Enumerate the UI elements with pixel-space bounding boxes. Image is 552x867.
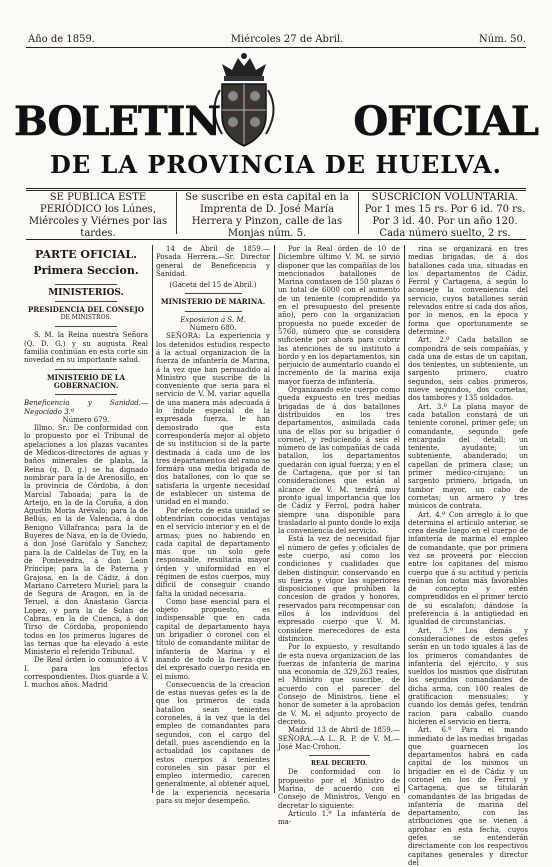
article-paragraph: Madrid 13 de Abril de 1859.— SEÑORA.—A L. R. P. de V. M.—José Mac-Crohon.: [278, 726, 400, 751]
price-line-3: Cada número suelto, 2 rs.: [379, 228, 511, 239]
column-divider-2: [274, 245, 275, 793]
divider: [185, 293, 242, 294]
divider: [55, 284, 117, 285]
divider: [55, 394, 117, 395]
article-paragraph: Por lo expuesto, y resultando de esta nueva organizacion de las fuerzas de infantería de marina una economía de 329,263 reales, el Ministro que suscribe, de acuerdo con el parecer del Consejo de Ministros, tiene el honor de someter á la aprobacion de V. M. el adjunto proyecto de decreto.: [278, 643, 400, 726]
column-2: [156, 245, 271, 805]
article-paragraph: Por la Real órden de 10 de Diciembre último V. M. se sirvió disponer que las compañías de los mencionados batallones de Marina constasen de 150 plazas ó un total de 6000 con el aumento de un teniente (comprendido ya en el presupuesto del presente año), pero con la organizacion propuesta no puede exceder de 5760, número que se considera suficiente por ahora para cubrir las atenciones de su instituto á bordo y en los departamentos, sin perjuicio de aumentarlo cuando el incremento de la marina exija mayor fuerza de infantería.: [278, 245, 400, 386]
column-divider-1: [152, 245, 153, 793]
price-line-1: Por 1 mes 15 rs. Por 6 id. 70 rs.: [364, 204, 526, 215]
masthead-title: [14, 98, 538, 145]
article-paragraph: Como base esencial para el objeto propuesto, es indispensable que en cada capital de departamento haya un brigadier ó coronel con el título de comandante militar de infantería de Marina y el mando de todo la fuerza que del expresado cuerpo resida en el mismo.: [156, 597, 270, 681]
primera-seccion-heading: Primera Seccion.: [33, 264, 139, 278]
article-paragraph: rina se organizará en tres medias brigadas, de á dos batallones cada una, situadas en los departamentos de Cádiz, Ferrol y Cartagena, á según lo aconseje la conveniencia del servicio, cuyos batallones serán relevados entre sí cada dos años, por lo menos, en la época y forma que oportunamente se determine.: [408, 245, 528, 336]
article-paragraph: Art. 2.º Cada batallon se compondrá de seis compañías, y cada una de estas de un capitan, dos tenientes, un subteniente, un sargento primero, cuatro segundos, seis cabos primeros, nueve segundos, dos cornetas, dos tambores y 135 soldados.: [408, 336, 528, 403]
exposicion-heading: Exposicion á S. M.: [180, 315, 246, 324]
parte-oficial-heading: PARTE OFICIAL.: [35, 248, 137, 261]
column-3: [278, 245, 400, 827]
divider: [55, 326, 117, 327]
top-rule: [26, 47, 526, 48]
article-paragraph: Art. 4.º Con arreglo á lo que determina el artículo anterior, se crea desde luego en el cuerpo de infantería de marina el empleo de comandante, que por primera vez se proveerá por eleccion entre los capitanes del mismo cuerpo que á su actitud y pericia reúnan los notas más favorables de concepto y estén comprendidos en el primer tercio de su escalafon; dándose la preferencia á la antigüedad en igualdad de circunstancias.: [408, 510, 528, 627]
column-divider-3: [404, 245, 405, 793]
issue-number: Núm. 50.: [479, 34, 526, 45]
presidencia-heading: PRESIDENCIA DEL CONSEJO: [28, 304, 144, 314]
masthead-subtitle: DE LA PROVINCIA DE HUELVA.: [50, 150, 502, 179]
title-word-boletin: BOLETIN: [14, 98, 221, 145]
ministerios-heading: MINISTERIOS.: [48, 287, 124, 298]
subscription-prices: [362, 192, 528, 240]
price-line-2: Por 3 id. 40. Por un año 120.: [372, 216, 518, 227]
ministerio-marina-heading: MINISTERIO DE MARINA.: [160, 297, 266, 307]
subscription-title: SUSCRICION VOLUNTARIA.: [371, 192, 519, 203]
divider: [55, 301, 117, 302]
publication-schedule: SE PUBLICA ESTE PERIÓDICO los Lúnes, Miércoles y Viérnes por las tardes.: [28, 192, 168, 239]
article-paragraph: Art. 5.º Los demás y consideraciones de estos gefes serán en un todo iguales á las de los primeros comandantes de infantería del ejército, y sus sueldos los mismos que disfrutan los segundos comandantes de dicha arma, con 100 reales de gratificacion mensuales; y cuando los demás gefes, tendrán racion para caballo cuando hicieren el servicio en tierra.: [408, 626, 528, 726]
article-paragraph: Art. 6.º Para el mando inmediato de las medias brigadas que guarnecen los departamentos habrá en cada capital de los mismos un brigadier en el de Cádiz y un coronel en los de Ferrol y Cartagena, que se titularán comandantes de las brigadas de infantería de marina del departamento, con las atribuciones que se vienen á aprobar en esta fecha, cuyos gefes se entenderán directamente con los respectivos capitanes generales y director del: [408, 726, 528, 867]
article-paragraph: SEÑORA: La experiencia y los detenidos estudios respecto á la actual organizacion de la fuerza de infantería de Marina, á la vez que han persuadido al Ministro que suscribe de la conveniente que seria para el servicio de V. M. variar aquella de una manera más adecuada á lo índole especial de la expresada fuerza, le han demostrado que esta correspondería mejor al objeto de su institucion si de la parte destinada á cada uno de los tres departamentos del ramo se formára una media brigada de dos batallones, con lo que se satisfaria la urgente necesidad de establecer un sistema de unidad en el mando.: [156, 332, 270, 507]
article-paragraph: De conformidad con lo propuesto por el Ministro de Marina, de acuerdo con el Consejo de Ministros, Vengo en decretar lo siguiente:: [278, 768, 400, 810]
article-paragraph: Consecuencia de la creacion de estas nuevas gefes es la de que los primeros de cada batallon sean tenientes coroneles, á la vez que la del empleo de comandantes para segundos, con el cargo del detall, pues ascendiendo en la actualidad los capitanes de estos cuerpos á tenientes coroneles sin pasar por el empleo intermedio, carecen generalmente, al obtener aquel, de la experiencia necesaria para su mejor desempeño.: [156, 680, 271, 805]
beneficencia-subheading: Beneficencia y Sanidad.— Negociado 3.º: [24, 399, 148, 416]
column-4: [408, 245, 528, 867]
real-decreto-heading: REAL DECRETO.: [310, 760, 368, 768]
numero-label: Número 680.: [189, 324, 237, 333]
article-paragraph: Artículo 1.º La infantería de ma-: [278, 809, 400, 827]
subscription-location: Se suscribe en esta capital en la Imprenta de D. José María Herrera y Pinzon, calle de las Monjas núm. 5.: [185, 192, 349, 239]
year-label: Año de 1859.: [28, 34, 95, 45]
numero-label: Número 679.: [62, 415, 110, 424]
article-paragraph: Art. 3.º La plana mayor de cada batallon constará de un teniente coronel, primer gefe; un comandante, segundo gefe encargado del detall; un teniente, ayudante; un subteniente, abanderado; un capellan de primera clase; un primer médico-cirujano; un sargento primero, brigada, un tambor mayor, un cabo de cornetas; un armero y tres músicos de contrata.: [408, 402, 528, 511]
ministerio-gobernacion-heading: MINISTERIO DE LA GOBERNACION.: [46, 372, 126, 390]
info-bottom-rule: [26, 239, 526, 240]
article-paragraph: De Real órden lo comunico á V. I. para los efectos correspondientes. Dios guarde á V. I. muchos años. Madrid: [24, 656, 148, 690]
header-double-rule: [26, 188, 526, 191]
article-paragraph: Illmo. Sr.: De conformidad con lo propuesto por el Tribunal de apelaciones a los plazas vacantes de Médicos-directores de aguas y baños minerales de planta, la Reina (q. D. g.) se ha dignado nombrar para la de Arenosillo, en la provincia de Córdoba, á don Marcial Taboada; para la de Arteijo, en la de la Coruña, á don Agustin Moria Arévalo; para la de Bellús, en la de Valencia, á don Benigno Villafranca; para la de Buyeres de Nava, en la de Oviedo, á don José Garófalo y Sanchez; para la de Caldelas de Tuy, en la de Pontevedra, á don Leon Príncipe; para la de Paterna y Grajosa, en la de Cádiz, á don Mariano Carretero Muriel; para la de Segura de Aragon, en la de Teruel, á don Anastasio Garcia Lopez, y para la de Solan de Cabras, en la de Cuenca, á don Tirso de Córdoba, proponiendo todos en los primeros lugares de las ternas que ha elevado á este Ministerio el referido Tribunal.: [24, 424, 148, 657]
info-divider-1: [176, 192, 177, 234]
date-label: Miércoles 27 de Abril.: [230, 34, 344, 45]
article-paragraph: Está la vez de necesidad fijar el número de gefes y oficiales de este cuerpo, así como los condiciones y cualidades que deben distinguir, conservando en su fuerza y vigor las superiores disposiciones que prohiben la concesion de grados y honores, reservados para recompensar con ellos á los individuos del expresado cuerpo que V. M. considere merecedores de esta distincion.: [278, 535, 400, 643]
article-paragraph: Por efecto de esta unidad se obtendrian conocidas ventajas en el servicio interior y en el de armas; pues no habiendo en cada capital de departamento más que un solo gefe responsable, resultaria mayor órden y uniformidad en el régimen de estos cuerpos, muy difícil de conseguir cuando falta la unidad necesaria.: [156, 506, 270, 598]
gaceta-reference: (Gaceta del 15 de Abril.): [169, 281, 257, 290]
divider: [55, 369, 117, 370]
article-paragraph: S. M. la Reina nuestra Señora (Q. D. G.) y su augusta Real familia continúan en esta corte sin novedad en su importante salud.: [24, 331, 148, 365]
info-divider-2: [358, 192, 359, 234]
title-word-oficial: OFICIAL: [353, 98, 538, 145]
article-paragraph: 14 de Abril de 1859.—Posada Herrera.—Sr. Director general de Beneficencia y Sanidad.: [156, 245, 270, 278]
article-paragraph: Organizando este cuerpo como queda expuesto en tres medias brigadas de á dos batallones distribuidos en los tres departamentos, asimilada cada una de ellas por su brigadier ó coronel, y reduciendo á seis el número de las compañías de cada batallon, los departamentos quedarán con igual fuerza; y en el de Cartagena, que por sí tan consideraciones que están al alcance de V. M. tendrá muy pronto igual importancia que los de Cádiz y Ferrol, podrá haber siempre una disponible para trasladarlo al punto donde lo exija la conveniencia del servicio.: [278, 386, 400, 536]
column-1: [24, 245, 148, 793]
divider: [185, 311, 242, 312]
masthead-topline: [28, 34, 526, 45]
divider: [309, 755, 370, 756]
de-ministros-subheading: DE MINISTROS.: [60, 314, 112, 322]
